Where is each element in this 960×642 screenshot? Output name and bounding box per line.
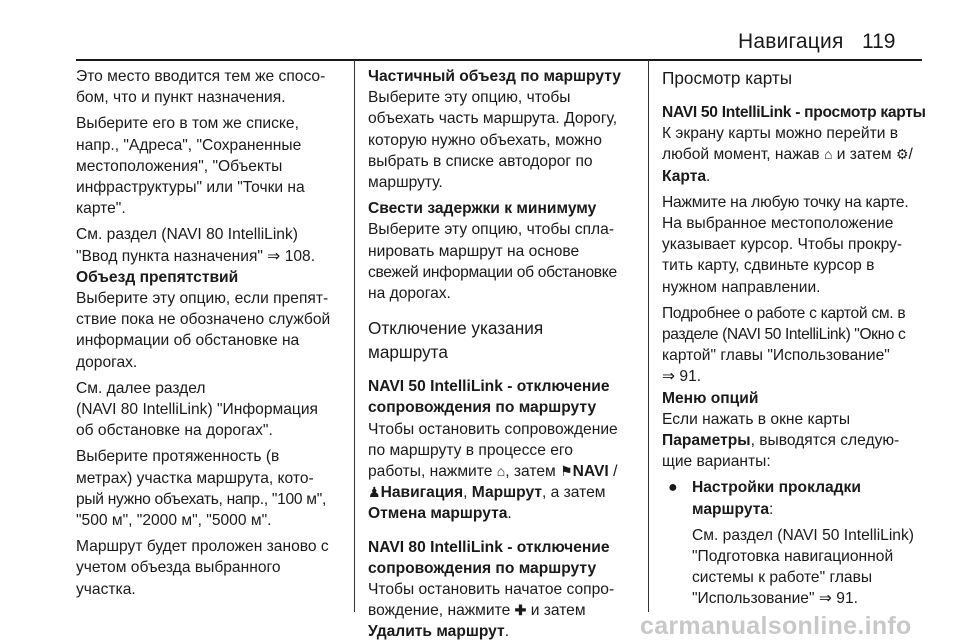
chapter-heading: Просмотр карты (662, 68, 793, 88)
settings-wheel-icon[interactable]: ⚙ (895, 146, 909, 163)
section-heading: Свести задержки к минимуму (368, 200, 597, 218)
list-item: ● Настройки прокладки маршрута: См. раздел (NAVI 50 IntelliLink) "Подготовка навигационной системы к работе" главы "Использование" ⇒ 91. (662, 477, 928, 609)
chapter-heading: Отключение указания маршрута (368, 318, 544, 363)
cancel-route-label[interactable]: Отмена маршрута (368, 505, 508, 523)
page-reference[interactable]: 91. (836, 590, 858, 608)
page-number: 119 (862, 30, 896, 53)
paragraph: См. раздел (NAVI 80 IntelliLink) "Ввод пункта назначения" ⇒ 108. (76, 224, 352, 266)
page-reference[interactable]: 91. (679, 368, 702, 386)
paragraph: Чтобы остановить начатое сопро- вождение, нажмите ✚ и затем Удалить маршрут. (368, 581, 615, 641)
section-heading: NAVI 80 IntelliLink - отключение сопровождения по маршруту (368, 538, 610, 577)
paragraph: Выберите эту опцию, если препят- ствие пока не обозначено службой информации об обстановке на дорогах. (76, 290, 331, 371)
paragraph: Выберите эту опцию, чтобы спла- нировать маршрут на основе свежей информации об обстановке на дорогах. (368, 221, 617, 303)
route-menu-label[interactable]: Маршрут (471, 484, 542, 502)
arrow-ref-icon: ⇒ (267, 247, 281, 265)
navigation-person-icon[interactable]: ♟ (368, 484, 381, 501)
column-2 (368, 66, 640, 642)
column-divider (648, 60, 649, 612)
paragraph: Выберите эту опцию, чтобы объехать часть маршрута. Дорогу, которую нужно объехать, можно выбрать в списке автодорог по маршруту. (368, 89, 618, 192)
paragraph: Чтобы остановить сопровождение по маршруту в процессе его работы, нажмите ⌂, затем ⚑NAVI / ♟Навигация, Маршрут, а затем Отмена маршрута. (368, 420, 618, 523)
paragraph: Подробнее о работе с картой см. в разделе (NAVI 50 IntelliLink) "Окно с картой" главы "Использование" ⇒ 91. (662, 303, 928, 388)
page-title: Навигация (738, 30, 844, 53)
paragraph: Маршрут будет проложен заново с учетом объезда выбранного участка. (76, 538, 329, 598)
paragraph: Выберите его в том же списке, напр., "Адреса", "Сохраненные местоположения", "Объекты инфраструктуры" или "Точки на карте". (76, 115, 305, 218)
paragraph: Выберите протяженность (в метрах) участка маршрута, кото- рый нужно объехать, напр., "100 м", "500 м", "2000 м", "5000 м". (76, 448, 326, 530)
navi-button-label[interactable]: NAVI (572, 463, 609, 481)
section-heading: Объезд препятствий (76, 268, 239, 286)
flag-icon[interactable]: ⚑ (560, 463, 573, 480)
column-1 (76, 66, 352, 600)
bullet-icon: ● (668, 479, 678, 497)
section-heading: Частичный объезд по маршруту (368, 68, 621, 85)
parameters-menu-label[interactable]: Параметры (662, 432, 751, 450)
arrow-ref-icon: ⇒ (818, 590, 832, 608)
delete-route-label[interactable]: Удалить маршрут (368, 623, 505, 641)
route-settings-label[interactable]: Настройки прокладки (692, 479, 861, 497)
paragraph: См. далее раздел (NAVI 80 IntelliLink) "Информация об обстановке на дорогах". (76, 379, 318, 440)
column-3 (662, 66, 928, 610)
arrow-ref-icon: ⇒ (662, 368, 676, 386)
page-reference[interactable]: 108. (284, 247, 316, 265)
paragraph: См. раздел (NAVI 50 IntelliLink) "Подготовка навигационной системы к работе" главы "Использование" ⇒ 91. (692, 525, 928, 610)
paragraph: Нажмите на любую точку на карте. На выбранное местоположение указывает курсор. Чтобы прокру- тить карту, сдвиньте курсор в нужном направлении. (662, 193, 909, 296)
section-heading: NAVI 50 IntelliLink - отключение сопровождения по маршруту (368, 378, 610, 417)
paragraph: Это место вводится тем же спосо- бом, что и пункт назначения. (76, 68, 326, 107)
plus-icon[interactable]: ✚ (514, 602, 527, 619)
map-menu-label[interactable]: Карта (662, 167, 707, 185)
paragraph: Если нажать в окне карты Параметры, выводятся следую- щие варианты: (662, 410, 900, 471)
paragraph: К экрану карты можно перейти в любой момент, нажав ⌂ и затем ⚙/ Карта. (662, 125, 913, 185)
section-heading: NAVI 50 IntelliLink - просмотр карты (662, 104, 926, 121)
page-header (0, 0, 960, 60)
navigation-menu-label[interactable]: Навигация (380, 484, 464, 502)
header-rule (76, 59, 922, 61)
section-heading: Меню опций (662, 389, 759, 407)
home-icon[interactable]: ⌂ (823, 146, 833, 163)
watermark: carmanualsonline.info (640, 612, 912, 640)
column-divider (354, 60, 355, 612)
home-icon[interactable]: ⌂ (496, 463, 506, 480)
